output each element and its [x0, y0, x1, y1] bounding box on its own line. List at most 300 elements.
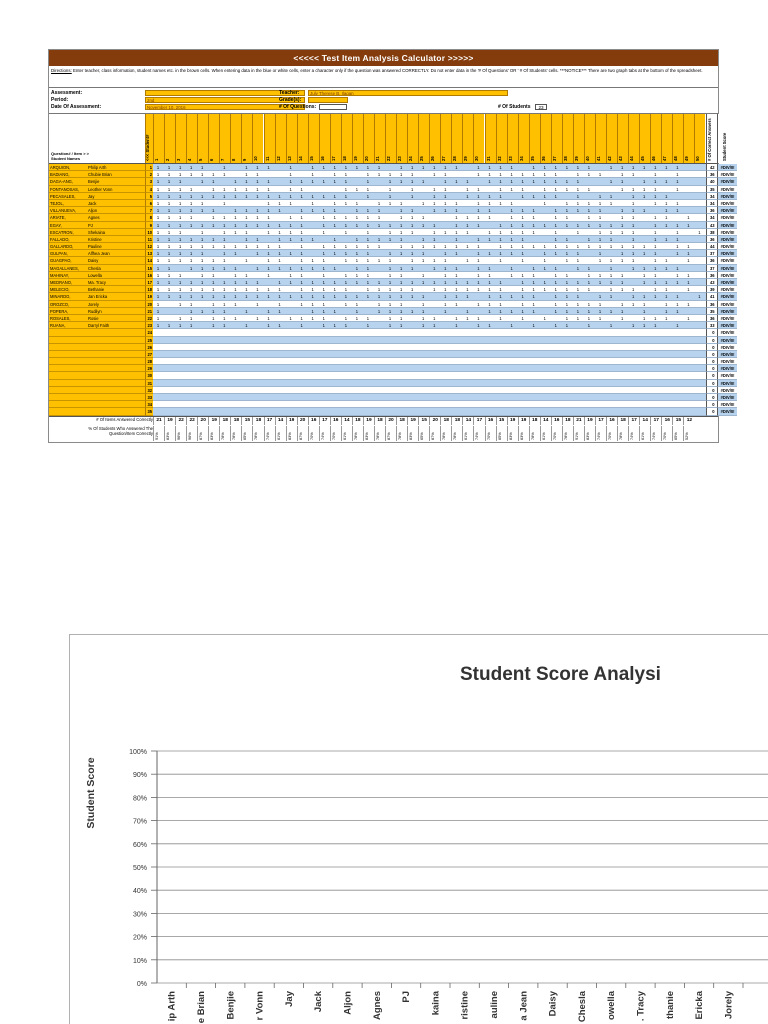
- answer-mark[interactable]: 1: [234, 301, 237, 307]
- answer-mark[interactable]: 1: [278, 222, 281, 228]
- answer-mark[interactable]: 1: [411, 208, 414, 214]
- student-name-cell[interactable]: [49, 344, 145, 351]
- answer-mark[interactable]: 1: [665, 258, 668, 264]
- answer-mark[interactable]: 1: [477, 215, 480, 221]
- answer-mark[interactable]: 1: [311, 236, 314, 242]
- answer-mark[interactable]: 1: [167, 294, 171, 300]
- answer-mark[interactable]: 1: [234, 287, 237, 293]
- answer-mark[interactable]: 1: [444, 294, 447, 300]
- answer-mark[interactable]: 1: [344, 280, 347, 285]
- answer-mark[interactable]: 1: [521, 287, 524, 293]
- answer-mark[interactable]: 1: [620, 251, 624, 257]
- answer-cells[interactable]: [153, 178, 706, 185]
- answer-mark[interactable]: 1: [620, 222, 624, 228]
- answer-mark[interactable]: 1: [444, 258, 447, 264]
- student-name-cell[interactable]: [49, 200, 145, 207]
- student-name-cell[interactable]: [49, 257, 145, 264]
- answer-mark[interactable]: 1: [311, 179, 314, 185]
- answer-mark[interactable]: 1: [223, 244, 226, 250]
- answer-mark[interactable]: 1: [643, 251, 646, 257]
- answer-mark[interactable]: 1: [554, 193, 557, 199]
- student-name-cell[interactable]: [49, 394, 145, 401]
- answer-mark[interactable]: 1: [499, 258, 502, 264]
- answer-mark[interactable]: 1: [654, 287, 657, 293]
- answer-mark[interactable]: 1: [300, 222, 303, 228]
- answer-mark[interactable]: 1: [245, 165, 248, 170]
- answer-mark[interactable]: 1: [167, 172, 171, 178]
- answer-mark[interactable]: 1: [499, 244, 502, 250]
- answer-mark[interactable]: 1: [609, 294, 613, 300]
- answer-mark[interactable]: 1: [466, 294, 469, 300]
- answer-mark[interactable]: 1: [565, 208, 568, 214]
- answer-mark[interactable]: 1: [344, 323, 347, 329]
- answer-mark[interactable]: 1: [322, 193, 325, 199]
- answer-mark[interactable]: 1: [190, 172, 193, 178]
- answer-mark[interactable]: 1: [521, 172, 524, 178]
- answer-mark[interactable]: 1: [156, 294, 160, 300]
- answer-mark[interactable]: 1: [212, 172, 215, 178]
- answer-mark[interactable]: 1: [201, 258, 204, 264]
- answer-cells[interactable]: [153, 351, 706, 358]
- answer-mark[interactable]: 1: [665, 301, 668, 307]
- date-field[interactable]: November 10, 2016: [145, 104, 305, 110]
- answer-mark[interactable]: 1: [156, 215, 160, 221]
- answer-mark[interactable]: 1: [676, 222, 679, 228]
- answer-mark[interactable]: 1: [333, 308, 336, 314]
- answer-mark[interactable]: 1: [532, 323, 535, 329]
- answer-mark[interactable]: 1: [344, 229, 347, 235]
- answer-mark[interactable]: 1: [510, 244, 513, 250]
- period-field[interactable]: 2nd: [145, 97, 305, 103]
- answer-mark[interactable]: 1: [411, 244, 414, 250]
- answer-mark[interactable]: 1: [223, 301, 226, 307]
- answer-mark[interactable]: 1: [654, 258, 657, 264]
- answer-mark[interactable]: 1: [278, 287, 281, 293]
- answer-mark[interactable]: 1: [399, 172, 403, 178]
- answer-mark[interactable]: 1: [245, 193, 248, 199]
- answer-mark[interactable]: 1: [488, 193, 491, 199]
- answer-mark[interactable]: 1: [156, 301, 160, 307]
- answer-mark[interactable]: 1: [411, 193, 414, 199]
- answer-mark[interactable]: 1: [223, 308, 226, 314]
- answer-mark[interactable]: 1: [366, 315, 370, 321]
- answer-mark[interactable]: 1: [322, 229, 325, 235]
- answer-mark[interactable]: 1: [377, 172, 381, 178]
- answer-mark[interactable]: 1: [311, 193, 314, 199]
- grade-field[interactable]: [308, 97, 348, 103]
- student-name-cell[interactable]: [49, 265, 145, 272]
- answer-mark[interactable]: 1: [245, 172, 248, 178]
- answer-mark[interactable]: 1: [223, 193, 226, 199]
- answer-mark[interactable]: 1: [234, 265, 237, 271]
- answer-mark[interactable]: 1: [488, 200, 491, 206]
- answer-mark[interactable]: 1: [311, 315, 314, 321]
- answer-mark[interactable]: 1: [632, 222, 635, 228]
- answer-mark[interactable]: 1: [444, 287, 447, 293]
- answer-mark[interactable]: 1: [598, 294, 602, 300]
- answer-mark[interactable]: 1: [632, 200, 635, 206]
- answer-mark[interactable]: 1: [565, 258, 568, 264]
- student-name-cell[interactable]: [49, 408, 145, 415]
- answer-mark[interactable]: 1: [576, 229, 580, 235]
- answer-mark[interactable]: 1: [267, 179, 270, 185]
- answer-mark[interactable]: 1: [223, 287, 226, 293]
- answer-mark[interactable]: 1: [267, 272, 270, 278]
- answer-mark[interactable]: 1: [532, 215, 535, 221]
- answer-mark[interactable]: 1: [488, 172, 491, 178]
- answer-mark[interactable]: 1: [687, 222, 690, 228]
- answer-mark[interactable]: 1: [609, 222, 613, 228]
- answer-mark[interactable]: 1: [212, 308, 215, 314]
- answer-mark[interactable]: 1: [300, 315, 303, 321]
- answer-mark[interactable]: 1: [388, 308, 392, 314]
- answer-mark[interactable]: 1: [234, 193, 237, 199]
- answer-mark[interactable]: 1: [300, 208, 303, 214]
- answer-mark[interactable]: 1: [256, 208, 259, 214]
- answer-mark[interactable]: 1: [521, 301, 524, 307]
- answer-mark[interactable]: 1: [433, 200, 436, 206]
- answer-mark[interactable]: 1: [388, 315, 392, 321]
- answer-mark[interactable]: 1: [300, 244, 303, 250]
- answer-mark[interactable]: 1: [223, 172, 226, 178]
- student-name-cell[interactable]: [49, 236, 145, 243]
- answer-mark[interactable]: 1: [167, 208, 171, 214]
- student-name-cell[interactable]: [49, 315, 145, 322]
- answer-mark[interactable]: 1: [565, 301, 568, 307]
- answer-mark[interactable]: 1: [278, 294, 281, 300]
- answer-mark[interactable]: 1: [587, 222, 591, 228]
- answer-mark[interactable]: 1: [267, 244, 270, 250]
- answer-mark[interactable]: 1: [554, 301, 557, 307]
- answer-mark[interactable]: 1: [565, 280, 568, 285]
- answer-cells[interactable]: [153, 293, 706, 300]
- answer-mark[interactable]: 1: [178, 236, 182, 242]
- answer-mark[interactable]: 1: [201, 229, 204, 235]
- answer-cells[interactable]: [153, 171, 706, 178]
- answer-mark[interactable]: 1: [167, 258, 171, 264]
- answer-mark[interactable]: 1: [587, 236, 591, 242]
- answer-mark[interactable]: 1: [665, 222, 668, 228]
- answer-cells[interactable]: [153, 200, 706, 207]
- answer-mark[interactable]: 1: [609, 258, 613, 264]
- answer-mark[interactable]: 1: [267, 287, 270, 293]
- answer-mark[interactable]: 1: [355, 280, 359, 285]
- answer-mark[interactable]: 1: [355, 244, 359, 250]
- answer-mark[interactable]: 1: [521, 294, 524, 300]
- answer-mark[interactable]: 1: [212, 258, 215, 264]
- answer-mark[interactable]: 1: [455, 244, 458, 250]
- answer-mark[interactable]: 1: [355, 208, 359, 214]
- answer-mark[interactable]: 1: [455, 315, 458, 321]
- answer-mark[interactable]: 1: [676, 172, 679, 178]
- student-name-cell[interactable]: [49, 243, 145, 250]
- answer-mark[interactable]: 1: [322, 244, 325, 250]
- answer-mark[interactable]: 1: [609, 179, 613, 185]
- answer-mark[interactable]: 1: [554, 323, 557, 329]
- answer-mark[interactable]: 1: [333, 172, 336, 178]
- answer-mark[interactable]: 1: [455, 179, 458, 185]
- answer-mark[interactable]: 1: [554, 294, 557, 300]
- answer-mark[interactable]: 1: [300, 215, 303, 221]
- answer-mark[interactable]: 1: [333, 287, 336, 293]
- answer-mark[interactable]: 1: [178, 280, 182, 285]
- answer-mark[interactable]: 1: [399, 200, 403, 206]
- answer-mark[interactable]: 1: [245, 323, 248, 329]
- student-name-cell[interactable]: [49, 250, 145, 257]
- answer-mark[interactable]: 1: [587, 315, 591, 321]
- answer-mark[interactable]: 1: [223, 200, 226, 206]
- answer-mark[interactable]: 1: [499, 251, 502, 257]
- answer-mark[interactable]: 1: [156, 186, 160, 192]
- answer-cells[interactable]: [153, 394, 706, 401]
- answer-mark[interactable]: 1: [190, 251, 193, 257]
- answer-mark[interactable]: 1: [190, 294, 193, 300]
- answer-mark[interactable]: 1: [521, 215, 524, 221]
- answer-mark[interactable]: 1: [344, 179, 347, 185]
- answer-mark[interactable]: 1: [620, 179, 624, 185]
- answer-mark[interactable]: 1: [565, 165, 568, 170]
- answer-mark[interactable]: 1: [278, 258, 281, 264]
- answer-mark[interactable]: 1: [256, 179, 259, 185]
- answer-mark[interactable]: 1: [499, 186, 502, 192]
- answer-mark[interactable]: 1: [300, 287, 303, 293]
- answer-mark[interactable]: 1: [477, 258, 480, 264]
- answer-mark[interactable]: 1: [687, 251, 690, 257]
- answer-mark[interactable]: 1: [190, 165, 193, 170]
- answer-mark[interactable]: 1: [532, 165, 535, 170]
- answer-mark[interactable]: 1: [223, 251, 226, 257]
- answer-mark[interactable]: 1: [477, 193, 480, 199]
- answer-mark[interactable]: 1: [333, 251, 336, 257]
- answer-mark[interactable]: 1: [300, 280, 303, 285]
- answer-mark[interactable]: 1: [565, 200, 568, 206]
- answer-mark[interactable]: 1: [344, 315, 347, 321]
- answer-mark[interactable]: 1: [278, 301, 281, 307]
- answer-mark[interactable]: 1: [654, 265, 657, 271]
- answer-mark[interactable]: 1: [388, 186, 392, 192]
- answer-mark[interactable]: 1: [234, 186, 237, 192]
- student-name-cell[interactable]: [49, 380, 145, 387]
- answer-mark[interactable]: 1: [620, 229, 624, 235]
- answer-mark[interactable]: 1: [212, 294, 215, 300]
- answer-mark[interactable]: 1: [156, 323, 160, 329]
- answer-mark[interactable]: 1: [521, 280, 524, 285]
- answer-mark[interactable]: 1: [234, 244, 237, 250]
- answer-mark[interactable]: 1: [632, 186, 635, 192]
- answer-mark[interactable]: 1: [300, 294, 303, 300]
- answer-mark[interactable]: 1: [609, 287, 613, 293]
- answer-mark[interactable]: 1: [554, 272, 557, 278]
- answer-mark[interactable]: 1: [643, 186, 646, 192]
- student-name-cell[interactable]: [49, 293, 145, 300]
- answer-mark[interactable]: 1: [455, 208, 458, 214]
- answer-mark[interactable]: 1: [433, 236, 436, 242]
- answer-mark[interactable]: 1: [488, 280, 491, 285]
- answer-mark[interactable]: 1: [278, 193, 281, 199]
- answer-mark[interactable]: 1: [477, 222, 480, 228]
- answer-mark[interactable]: 1: [576, 258, 580, 264]
- answer-mark[interactable]: 1: [466, 280, 469, 285]
- answer-mark[interactable]: 1: [212, 193, 215, 199]
- answer-mark[interactable]: 1: [676, 308, 679, 314]
- answer-mark[interactable]: 1: [598, 244, 602, 250]
- answer-mark[interactable]: 1: [433, 229, 436, 235]
- answer-mark[interactable]: 1: [609, 272, 613, 278]
- answer-mark[interactable]: 1: [676, 244, 679, 250]
- student-name-cell[interactable]: [49, 272, 145, 279]
- answer-mark[interactable]: 1: [510, 308, 513, 314]
- answer-mark[interactable]: 1: [344, 301, 347, 307]
- answer-mark[interactable]: 1: [543, 280, 546, 285]
- answer-mark[interactable]: 1: [399, 315, 403, 321]
- answer-mark[interactable]: 1: [366, 236, 370, 242]
- answer-mark[interactable]: 1: [620, 208, 624, 214]
- answer-mark[interactable]: 1: [212, 222, 215, 228]
- answer-mark[interactable]: 1: [366, 323, 370, 329]
- answer-mark[interactable]: 1: [388, 222, 392, 228]
- answer-mark[interactable]: 1: [245, 236, 248, 242]
- answer-mark[interactable]: 1: [576, 193, 580, 199]
- answer-mark[interactable]: 1: [278, 265, 281, 271]
- answer-mark[interactable]: 1: [632, 258, 635, 264]
- answer-mark[interactable]: 1: [267, 186, 270, 192]
- answer-mark[interactable]: 1: [444, 229, 447, 235]
- answer-mark[interactable]: 1: [366, 258, 370, 264]
- answer-mark[interactable]: 1: [554, 165, 557, 170]
- answer-mark[interactable]: 1: [554, 186, 557, 192]
- answer-mark[interactable]: 1: [377, 244, 381, 250]
- answer-mark[interactable]: 1: [366, 215, 370, 221]
- answer-mark[interactable]: 1: [234, 294, 237, 300]
- answer-mark[interactable]: 1: [245, 229, 248, 235]
- answer-mark[interactable]: 1: [344, 287, 347, 293]
- answer-mark[interactable]: 1: [433, 323, 436, 329]
- answer-mark[interactable]: 1: [587, 301, 591, 307]
- answer-mark[interactable]: 1: [212, 186, 215, 192]
- answer-mark[interactable]: 1: [355, 308, 359, 314]
- answer-mark[interactable]: 1: [543, 251, 546, 257]
- answer-mark[interactable]: 1: [554, 208, 557, 214]
- answer-mark[interactable]: 1: [466, 287, 469, 293]
- answer-mark[interactable]: 1: [643, 193, 646, 199]
- answer-mark[interactable]: 1: [444, 193, 447, 199]
- answer-mark[interactable]: 1: [598, 200, 602, 206]
- answer-mark[interactable]: 1: [532, 272, 535, 278]
- answer-mark[interactable]: 1: [521, 236, 524, 242]
- answer-mark[interactable]: 1: [399, 165, 403, 170]
- answer-mark[interactable]: 1: [598, 193, 602, 199]
- answer-mark[interactable]: 1: [178, 272, 182, 278]
- answer-mark[interactable]: 1: [167, 287, 171, 293]
- student-name-cell[interactable]: [49, 329, 145, 336]
- answer-mark[interactable]: 1: [488, 236, 491, 242]
- answer-mark[interactable]: 1: [632, 172, 635, 178]
- answer-mark[interactable]: 1: [455, 301, 458, 307]
- answer-mark[interactable]: 1: [665, 294, 668, 300]
- answer-mark[interactable]: 1: [499, 193, 502, 199]
- answer-mark[interactable]: 1: [289, 179, 292, 185]
- answer-mark[interactable]: 1: [521, 258, 524, 264]
- answer-mark[interactable]: 1: [587, 280, 591, 285]
- answer-mark[interactable]: 1: [687, 258, 690, 264]
- answer-mark[interactable]: 1: [377, 308, 381, 314]
- answer-mark[interactable]: 1: [278, 323, 281, 329]
- answer-mark[interactable]: 1: [444, 301, 447, 307]
- answer-mark[interactable]: 1: [676, 165, 679, 170]
- answer-mark[interactable]: 1: [322, 323, 325, 329]
- answer-mark[interactable]: 1: [422, 272, 425, 278]
- answer-mark[interactable]: 1: [654, 323, 657, 329]
- answer-mark[interactable]: 1: [190, 301, 193, 307]
- answer-mark[interactable]: 1: [278, 208, 281, 214]
- answer-mark[interactable]: 1: [399, 294, 403, 300]
- answer-mark[interactable]: 1: [433, 165, 436, 170]
- answer-mark[interactable]: 1: [399, 222, 403, 228]
- answer-mark[interactable]: 1: [587, 215, 591, 221]
- answer-mark[interactable]: 1: [278, 229, 281, 235]
- answer-mark[interactable]: 1: [565, 236, 568, 242]
- answer-mark[interactable]: 1: [256, 186, 259, 192]
- answer-mark[interactable]: 1: [156, 280, 160, 285]
- answer-mark[interactable]: 1: [178, 179, 182, 185]
- answer-mark[interactable]: 1: [289, 315, 292, 321]
- answer-mark[interactable]: 1: [256, 222, 259, 228]
- answer-mark[interactable]: 1: [609, 323, 613, 329]
- answer-mark[interactable]: 1: [609, 229, 613, 235]
- answer-mark[interactable]: 1: [543, 200, 546, 206]
- answer-mark[interactable]: 1: [234, 229, 237, 235]
- answer-mark[interactable]: 1: [311, 172, 314, 178]
- answer-mark[interactable]: 1: [433, 208, 436, 214]
- answer-mark[interactable]: 1: [422, 215, 425, 221]
- answer-mark[interactable]: 1: [223, 186, 226, 192]
- answer-mark[interactable]: 1: [300, 236, 303, 242]
- answer-mark[interactable]: 1: [167, 272, 171, 278]
- answer-mark[interactable]: 1: [167, 186, 171, 192]
- answer-mark[interactable]: 1: [543, 315, 546, 321]
- answer-mark[interactable]: 1: [212, 280, 215, 285]
- answer-mark[interactable]: 1: [587, 165, 591, 170]
- answer-mark[interactable]: 1: [399, 323, 403, 329]
- answer-mark[interactable]: 1: [654, 236, 657, 242]
- answer-mark[interactable]: 1: [587, 265, 591, 271]
- answer-mark[interactable]: 1: [223, 236, 226, 242]
- answer-mark[interactable]: 1: [289, 172, 292, 178]
- answer-mark[interactable]: 1: [388, 265, 392, 271]
- answer-mark[interactable]: 1: [565, 251, 568, 257]
- answer-mark[interactable]: 1: [576, 244, 580, 250]
- answer-mark[interactable]: 1: [366, 193, 370, 199]
- answer-mark[interactable]: 1: [444, 200, 447, 206]
- answer-mark[interactable]: 1: [411, 258, 414, 264]
- answer-mark[interactable]: 1: [510, 265, 513, 271]
- answer-mark[interactable]: 1: [455, 236, 458, 242]
- answer-mark[interactable]: 1: [388, 301, 392, 307]
- answer-mark[interactable]: 1: [190, 258, 193, 264]
- answer-mark[interactable]: 1: [377, 208, 381, 214]
- answer-mark[interactable]: 1: [654, 222, 657, 228]
- answer-mark[interactable]: 1: [399, 215, 403, 221]
- answer-mark[interactable]: 1: [178, 222, 182, 228]
- answer-mark[interactable]: 1: [156, 236, 160, 242]
- answer-mark[interactable]: 1: [201, 294, 204, 300]
- answer-mark[interactable]: 1: [245, 222, 248, 228]
- answer-mark[interactable]: 1: [565, 215, 568, 221]
- answer-mark[interactable]: 1: [311, 287, 314, 293]
- answer-mark[interactable]: 1: [510, 229, 513, 235]
- answer-mark[interactable]: 1: [212, 179, 215, 185]
- answer-mark[interactable]: 1: [355, 265, 359, 271]
